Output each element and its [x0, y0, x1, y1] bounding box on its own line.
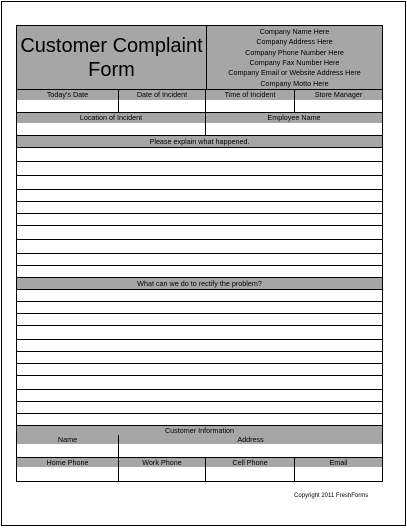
- work-phone-cell[interactable]: [119, 458, 206, 481]
- cell-phone-field[interactable]: [206, 467, 294, 481]
- company-address: Company Address Here: [256, 37, 333, 47]
- location-employee-row: [17, 113, 382, 136]
- location-of-incident-cell[interactable]: [17, 113, 206, 135]
- work-phone-label: Work Phone: [119, 458, 205, 467]
- explanation-line[interactable]: [17, 162, 382, 176]
- customer-name-field[interactable]: [17, 444, 118, 457]
- home-phone-field[interactable]: [17, 467, 118, 481]
- company-info: [207, 26, 382, 89]
- time-of-incident-label: Time of Incident: [206, 90, 294, 100]
- rectify-section: [17, 278, 382, 426]
- form-title: Customer Complaint Form: [17, 26, 207, 89]
- company-phone: Company Phone Number Here: [245, 47, 344, 57]
- explanation-line[interactable]: [17, 190, 382, 202]
- customer-name-cell[interactable]: [17, 435, 119, 457]
- complaint-form: [16, 25, 383, 482]
- store-manager-cell[interactable]: [295, 90, 382, 112]
- rectify-line[interactable]: [17, 302, 382, 314]
- rectify-line[interactable]: [17, 414, 382, 426]
- employee-name-field[interactable]: [206, 123, 382, 135]
- company-name: Company Name Here: [259, 26, 330, 36]
- rectify-line[interactable]: [17, 364, 382, 376]
- home-phone-label: Home Phone: [17, 458, 118, 467]
- employee-name-label: Employee Name: [206, 113, 382, 123]
- rectify-line[interactable]: [17, 340, 382, 352]
- explanation-line[interactable]: [17, 240, 382, 254]
- date-of-incident-cell[interactable]: [119, 90, 206, 112]
- date-of-incident-field[interactable]: [119, 100, 205, 112]
- explanation-line[interactable]: [17, 214, 382, 226]
- rectify-line[interactable]: [17, 314, 382, 326]
- customer-address-cell[interactable]: [119, 435, 382, 457]
- customer-contact-row: [17, 458, 382, 481]
- company-email-website: Company Email or Website Address Here: [228, 68, 361, 78]
- email-label: Email: [295, 458, 382, 467]
- rectify-line[interactable]: [17, 326, 382, 340]
- time-of-incident-field[interactable]: [206, 100, 294, 112]
- email-cell[interactable]: [295, 458, 382, 481]
- cell-phone-label: Cell Phone: [206, 458, 294, 467]
- form-header: [17, 26, 382, 90]
- location-of-incident-label: Location of Incident: [17, 113, 205, 123]
- company-motto: Company Motto Here: [260, 78, 329, 88]
- customer-information-header: Customer Information: [17, 426, 382, 435]
- rectify-line[interactable]: [17, 402, 382, 414]
- store-manager-field[interactable]: [295, 100, 382, 112]
- location-of-incident-field[interactable]: [17, 123, 205, 135]
- store-manager-label: Store Manager: [295, 90, 382, 100]
- explanation-line[interactable]: [17, 176, 382, 190]
- rectify-line[interactable]: [17, 290, 382, 302]
- todays-date-field[interactable]: [17, 100, 118, 112]
- rectify-line[interactable]: [17, 376, 382, 390]
- footer-credit: Copyright 2011 FreshForms: [294, 493, 369, 499]
- explanation-line[interactable]: [17, 202, 382, 214]
- time-of-incident-cell[interactable]: [206, 90, 295, 112]
- form-page: [1, 1, 406, 526]
- rectify-line[interactable]: [17, 352, 382, 364]
- rectify-line[interactable]: [17, 390, 382, 402]
- employee-name-cell[interactable]: [206, 113, 382, 135]
- rectify-header: What can we do to rectify the problem?: [17, 278, 382, 290]
- explanation-line[interactable]: [17, 148, 382, 162]
- company-fax: Company Fax Number Here: [249, 58, 340, 67]
- explanation-line[interactable]: [17, 266, 382, 278]
- explanation-line[interactable]: [17, 226, 382, 240]
- customer-name-label: Name: [17, 435, 118, 444]
- work-phone-field[interactable]: [119, 467, 205, 481]
- email-field[interactable]: [295, 467, 382, 481]
- explanation-line[interactable]: [17, 254, 382, 266]
- explanation-section: [17, 136, 382, 278]
- incident-details-row: [17, 90, 382, 113]
- explanation-header: Please explain what happened.: [17, 136, 382, 148]
- todays-date-cell[interactable]: [17, 90, 119, 112]
- cell-phone-cell[interactable]: [206, 458, 295, 481]
- todays-date-label: Today's Date: [17, 90, 118, 100]
- customer-address-label: Address: [119, 435, 382, 444]
- date-of-incident-label: Date of Incident: [119, 90, 205, 100]
- customer-address-field[interactable]: [119, 444, 382, 457]
- home-phone-cell[interactable]: [17, 458, 119, 481]
- customer-name-address-row: [17, 435, 382, 458]
